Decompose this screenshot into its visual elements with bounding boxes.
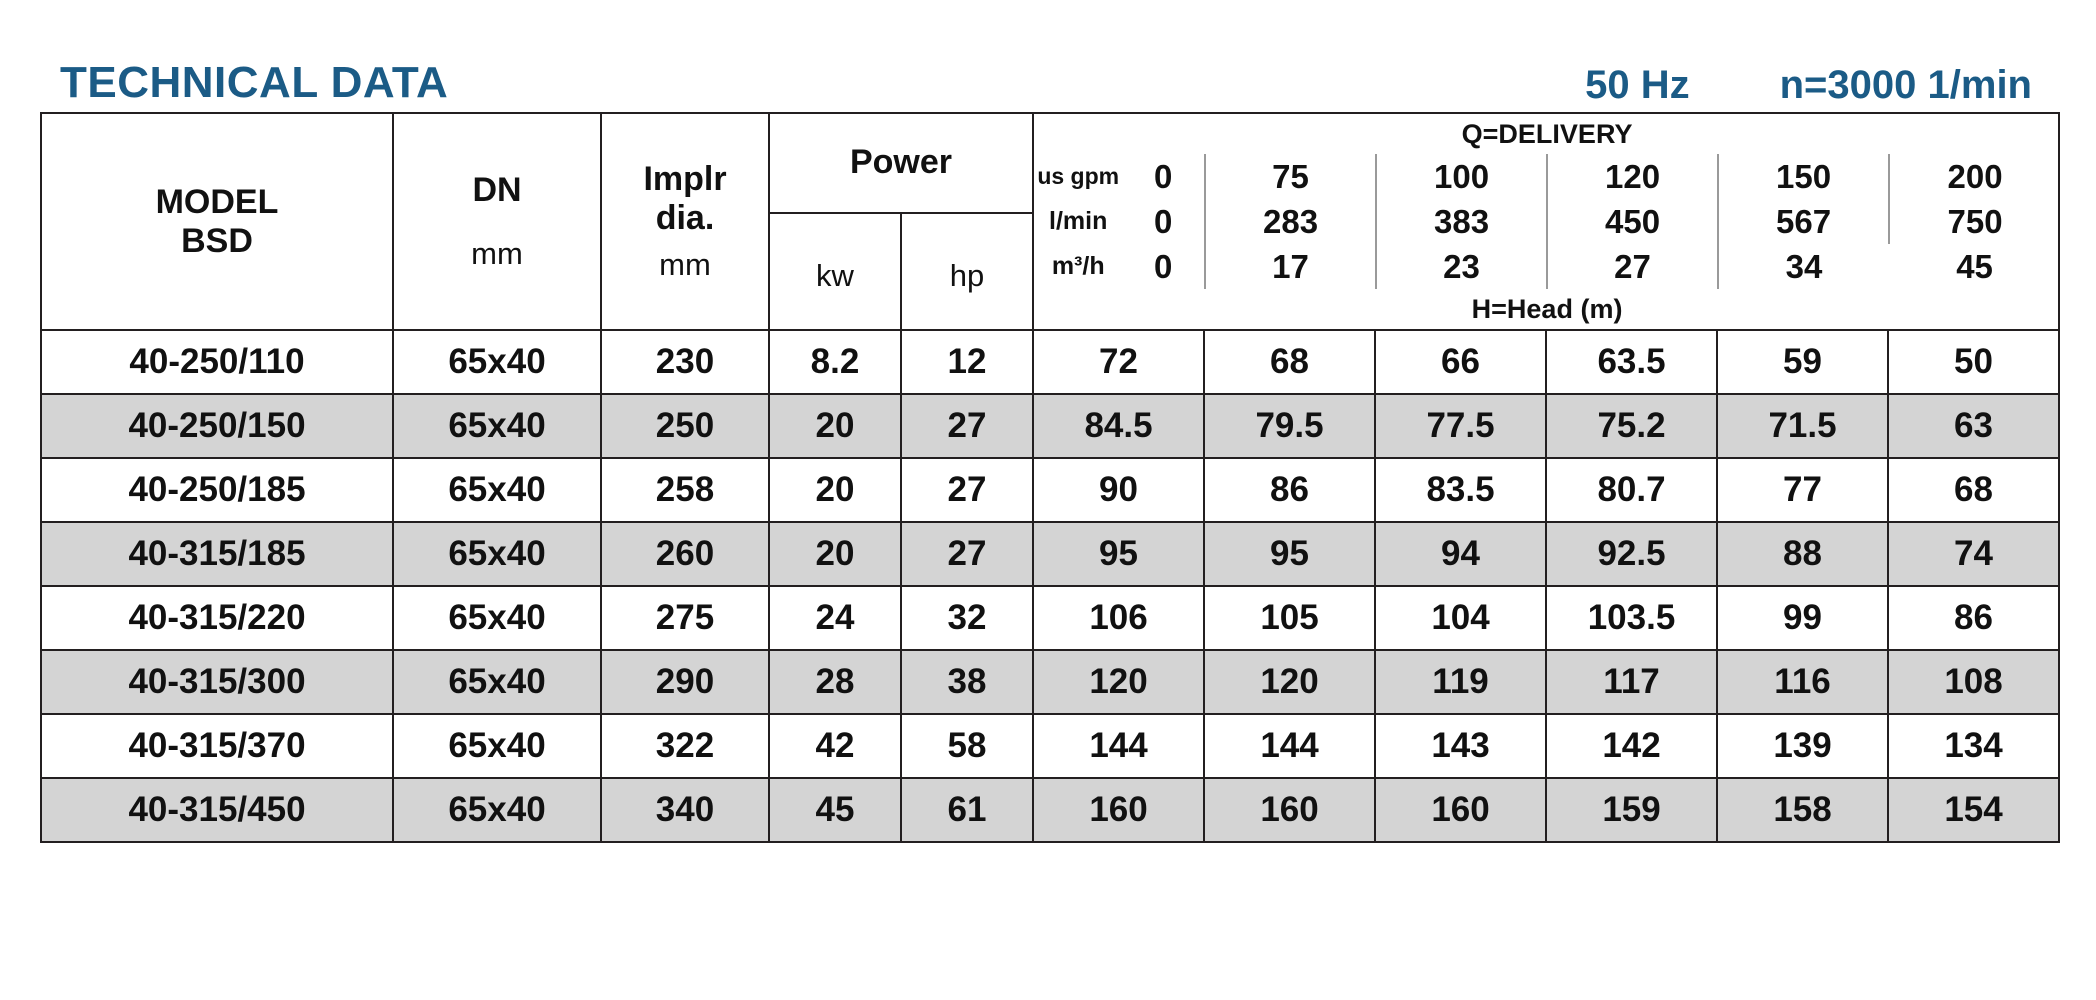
cell-model: 40-315/185: [41, 522, 393, 586]
cell-head-4: 158: [1717, 778, 1888, 842]
unit-label-gpm: us gpm: [1037, 163, 1120, 189]
table-row: [41, 330, 2059, 394]
header-impeller-line2: dia.: [655, 198, 715, 237]
header-power: [769, 113, 1033, 213]
delivery-gpm-row: [1034, 154, 2060, 199]
lmin-value-4: 567: [1718, 199, 1889, 244]
cell-head-5: 108: [1888, 650, 2059, 714]
cell-head-5: 154: [1888, 778, 2059, 842]
cell-kw: 28: [769, 650, 901, 714]
delivery-lmin-row: [1034, 199, 2060, 244]
cell-model: 40-250/185: [41, 458, 393, 522]
cell-hp: 27: [901, 458, 1033, 522]
cell-kw: 42: [769, 714, 901, 778]
cell-hp: 32: [901, 586, 1033, 650]
cell-impeller: 260: [601, 522, 769, 586]
gpm-value-2: 100: [1376, 154, 1547, 199]
cell-head-1: 86: [1204, 458, 1375, 522]
m3h-value-0: 0: [1154, 247, 1173, 285]
cell-model: 40-315/370: [41, 714, 393, 778]
cell-impeller: 290: [601, 650, 769, 714]
cell-impeller: 258: [601, 458, 769, 522]
header-power-kw: [769, 213, 901, 330]
lmin-first-cell: [1034, 199, 1205, 244]
header-power-label: Power: [849, 143, 953, 182]
cell-kw: 45: [769, 778, 901, 842]
table-row: [41, 650, 2059, 714]
q-delivery-title: Q=DELIVERY: [1461, 118, 1633, 149]
header-impeller: [601, 113, 769, 330]
m3h-value-1: 17: [1205, 244, 1376, 289]
cell-head-1: 144: [1204, 714, 1375, 778]
cell-head-2: 83.5: [1375, 458, 1546, 522]
cell-head-0: 144: [1033, 714, 1204, 778]
cell-head-3: 117: [1546, 650, 1717, 714]
cell-head-4: 99: [1717, 586, 1888, 650]
table-row: [41, 778, 2059, 842]
cell-dn: 65x40: [393, 458, 601, 522]
head-title-row: [1034, 289, 2060, 329]
table-row: [41, 458, 2059, 522]
header-model-line1: MODEL: [155, 183, 279, 222]
cell-head-1: 68: [1204, 330, 1375, 394]
technical-data-table: [40, 112, 2060, 843]
cell-head-5: 68: [1888, 458, 2059, 522]
cell-impeller: 230: [601, 330, 769, 394]
gpm-value-4: 150: [1718, 154, 1889, 199]
cell-kw: 8.2: [769, 330, 901, 394]
cell-head-5: 63: [1888, 394, 2059, 458]
lmin-value-0: 0: [1154, 202, 1173, 240]
lmin-value-1: 283: [1205, 199, 1376, 244]
cell-head-0: 120: [1033, 650, 1204, 714]
page-title: TECHNICAL DATA: [60, 58, 449, 107]
cell-head-3: 75.2: [1546, 394, 1717, 458]
cell-dn: 65x40: [393, 650, 601, 714]
cell-head-1: 160: [1204, 778, 1375, 842]
cell-head-5: 50: [1888, 330, 2059, 394]
m3h-value-4: 34: [1785, 247, 1823, 285]
cell-head-0: 72: [1033, 330, 1204, 394]
cell-head-2: 119: [1375, 650, 1546, 714]
cell-head-4: 71.5: [1717, 394, 1888, 458]
header-dn-label: DN: [472, 171, 522, 210]
m3h-first-cell: [1034, 244, 1205, 289]
cell-head-0: 160: [1033, 778, 1204, 842]
cell-head-0: 95: [1033, 522, 1204, 586]
cell-head-0: 90: [1033, 458, 1204, 522]
cell-dn: 65x40: [393, 714, 601, 778]
header-model: [41, 113, 393, 330]
cell-head-0: 84.5: [1033, 394, 1204, 458]
cell-hp: 38: [901, 650, 1033, 714]
m3h-value-3: 27: [1547, 244, 1718, 289]
cell-head-3: 103.5: [1546, 586, 1717, 650]
header-power-hp-label: hp: [949, 258, 985, 294]
cell-impeller: 250: [601, 394, 769, 458]
frequency-label: 50 Hz: [1585, 63, 1690, 107]
cell-head-1: 105: [1204, 586, 1375, 650]
table-row: [41, 714, 2059, 778]
m3h-value-2: 23: [1376, 244, 1547, 289]
cell-model: 40-315/450: [41, 778, 393, 842]
cell-head-2: 77.5: [1375, 394, 1546, 458]
header-dn-unit: mm: [471, 235, 523, 271]
h-head-title: H=Head (m): [1471, 293, 1623, 324]
table-body: [41, 330, 2059, 842]
cell-head-5: 74: [1888, 522, 2059, 586]
cell-hp: 58: [901, 714, 1033, 778]
gpm-value-5: 200: [1947, 157, 2003, 195]
cell-head-4: 59: [1717, 330, 1888, 394]
cell-kw: 20: [769, 394, 901, 458]
cell-model: 40-250/110: [41, 330, 393, 394]
gpm-value-1: 75: [1205, 154, 1376, 199]
lmin-value-5: 750: [1947, 202, 2003, 240]
delivery-header-table: [1034, 114, 2060, 329]
cell-head-2: 94: [1375, 522, 1546, 586]
cell-head-3: 159: [1546, 778, 1717, 842]
cell-dn: 65x40: [393, 778, 601, 842]
cell-head-5: 134: [1888, 714, 2059, 778]
cell-impeller: 340: [601, 778, 769, 842]
cell-hp: 27: [901, 522, 1033, 586]
header-delivery-block: [1033, 113, 2059, 330]
cell-head-2: 66: [1375, 330, 1546, 394]
cell-head-2: 104: [1375, 586, 1546, 650]
cell-head-4: 139: [1717, 714, 1888, 778]
header-impeller-unit: mm: [659, 246, 711, 282]
cell-model: 40-250/150: [41, 394, 393, 458]
header-model-line2: BSD: [181, 221, 253, 260]
cell-head-0: 106: [1033, 586, 1204, 650]
speed-label: n=3000 1/min: [1779, 63, 2032, 107]
cell-dn: 65x40: [393, 522, 601, 586]
cell-dn: 65x40: [393, 330, 601, 394]
cell-kw: 20: [769, 458, 901, 522]
header-power-hp: [901, 213, 1033, 330]
sheet-header: [40, 22, 2056, 108]
header-power-kw-label: kw: [816, 258, 854, 294]
cell-impeller: 322: [601, 714, 769, 778]
lmin-value-3: 450: [1547, 199, 1718, 244]
cell-head-1: 95: [1204, 522, 1375, 586]
unit-label-m3h: m³/h: [1051, 252, 1105, 280]
cell-dn: 65x40: [393, 586, 601, 650]
cell-head-3: 142: [1546, 714, 1717, 778]
cell-head-3: 63.5: [1546, 330, 1717, 394]
header-impeller-line1: Implr: [643, 160, 727, 199]
cell-model: 40-315/220: [41, 586, 393, 650]
cell-dn: 65x40: [393, 394, 601, 458]
cell-head-1: 79.5: [1204, 394, 1375, 458]
cell-kw: 24: [769, 586, 901, 650]
cell-head-4: 116: [1717, 650, 1888, 714]
delivery-title-row: [1034, 114, 2060, 154]
gpm-value-3: 120: [1547, 154, 1718, 199]
lmin-value-2: 383: [1376, 199, 1547, 244]
cell-head-4: 77: [1717, 458, 1888, 522]
cell-head-5: 86: [1888, 586, 2059, 650]
m3h-value-5: 45: [1956, 247, 1993, 285]
cell-head-1: 120: [1204, 650, 1375, 714]
unit-label-lmin: l/min: [1049, 207, 1108, 235]
gpm-value-0: 0: [1154, 157, 1173, 195]
cell-head-4: 88: [1717, 522, 1888, 586]
table-header: [41, 113, 2059, 330]
cell-model: 40-315/300: [41, 650, 393, 714]
cell-hp: 12: [901, 330, 1033, 394]
table-row: [41, 522, 2059, 586]
cell-hp: 27: [901, 394, 1033, 458]
delivery-m3h-row: [1034, 244, 2060, 289]
table-row: [41, 394, 2059, 458]
header-dn: [393, 113, 601, 330]
table-row: [41, 586, 2059, 650]
gpm-first-cell: [1034, 154, 1205, 199]
cell-head-3: 92.5: [1546, 522, 1717, 586]
cell-head-2: 160: [1375, 778, 1546, 842]
cell-head-3: 80.7: [1546, 458, 1717, 522]
cell-kw: 20: [769, 522, 901, 586]
cell-impeller: 275: [601, 586, 769, 650]
cell-hp: 61: [901, 778, 1033, 842]
cell-head-2: 143: [1375, 714, 1546, 778]
